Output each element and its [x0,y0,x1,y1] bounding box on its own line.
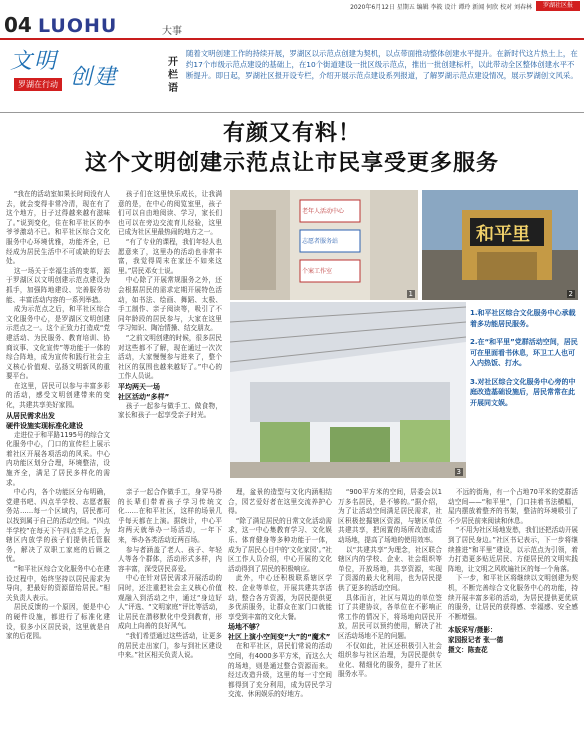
photo-service-center-signs [230,190,418,300]
sign-1: 老年人活动中心 [302,208,345,215]
paragraph: 亲子一起合作做手工，身穿马褂的长辈们带着孩子学习传统文化……在和平社区，这样的场景几乎每天都在上演。据统计，中心平均两天就举办一场活动，一年下来，举办各类活动近两百场。 [118,488,222,544]
article-column-3 [118,488,222,746]
intro-label: 开栏语 [168,57,178,94]
paragraph: “我在的活动室如果长时间没有人去，就会变得非常冷清，现在有了这个地方，日子过得越来越有滋味了。”说到变化，住在和平社区的李爷爷激动不已。和平社区综合文化服务中心环境优雅，功能齐全，已经成为居民生活中不可或缺的好去处。 [6,190,110,266]
section-subtitle: 大事 [162,26,182,37]
article-column-1 [6,190,110,746]
paragraph: 以“共建共享”为理念，社区联合辖区内的学校、企业、社会组织等单位，开放场地，共享资源，实现了资源的最大化利用，也为居民提供了更多的活动空间。 [338,545,442,592]
article-column-4 [228,488,332,746]
column-masthead [0,44,160,108]
photo-number: 2 [568,290,573,298]
paragraph: 中心在针对居民需求开展活动的同时，还注重把社会主义核心价值观融入到活动之中，通过“身边好人”评选、“文明家庭”评比等活动，让居民在潜移默化中受到教育，形成向上向善的良好风气。 [118,574,222,631]
paragraph: 走进位于和平路1195号的综合文化服务中心，门口的宣传栏上展示着社区开展各项活动的风采。中心内功能区划分合理，环境整洁，设施齐全，满足了居民多样化的需求。 [6,430,110,487]
paragraph: “有了专业的课程，我们年轻人也愿意来了，这里办的活动也非常丰富，我觉得周末在家还不如来这里。”居民邓女士说。 [118,237,222,275]
article-column-2 [118,190,222,482]
caption-2: 2.在“和平里”党群活动空间，居民可在里面看书休息，环卫工人也可入内热饭、打水。 [470,338,578,367]
headline-line-1: 有颜又有料！ [222,121,361,146]
sign-4: 和平里 [476,224,530,245]
masthead-badge: 罗湖在行动 [14,78,62,91]
paragraph: 理，盆景的造型与文化内涵相结合，园艺爱好者在这里交流养护心得。 [228,488,332,516]
article-column-5 [338,488,442,746]
sign-2: 志愿者服务站 [302,238,339,245]
sign-3: 个案工作室 [302,268,333,275]
paragraph: 在和平社区，居民们常说的活动空间，有4000多平方米，而这么大的场地，则是通过整合资源而来。经过改造升级，这里的每一寸空间都得到了充分利用，成为居民学习交流、休闲娱乐的好地方。 [228,642,332,699]
paragraph: “之前文明创建的时候，很多居民对这些都不了解，现在通过一次次活动，大家慢慢参与进来了，整个社区的氛围也越来越好了。”中心的工作人员说。 [118,333,222,381]
paragraph: “除了满足居民的日常文化活动需求，这一中心集教育学习、文化娱乐、体育健身等多种功能于一体，成为了居民心目中的‘文化家园’。”社区工作人员介绍，中心开展的文化活动得到了居民的积极响应。 [228,516,332,573]
subheading: 场地不够？ 社区上演小空间变“大”的“魔术” [228,623,331,642]
paragraph: 在这里，居民可以参与丰富多彩的活动，感受文明创建带来的变化，共建共享美好家园。 [6,381,110,410]
paragraph: 不仅如此，社区还积极引入社会组织参与社区治理，为居民提供专业化、精细化的服务，提升了社区服务水平。 [338,641,442,679]
paper-logo: 罗湖社区报 [536,1,580,11]
masthead-word-1: 文明 [10,49,59,74]
photo-3-illustration [230,302,466,478]
paragraph: “900平方米的空间，居委会以1万多名居民，是不够的。”据介绍，为了让活动空间满足居民需求，社区积极挖掘辖区资源，与辖区单位共建共享，把闲置的场所改造成活动场地，提高了场地的使用效率。 [338,488,442,544]
photo-captions [470,308,578,416]
headline-line-2: 这个文明创建示范点让市民享受更多服务 [84,151,499,176]
photo-number: 3 [456,468,461,476]
date-meta: 2020年6月12日 星期五 编辑 李筱 设计 谭玲 新闻 何欣 校对 刘春林 [350,4,532,11]
editor-credit: 本版采写/摄影： 家园报记者 张一德 摄文：陈查花 [448,626,504,654]
paragraph: “不用为社区场地发愁，我们还把活动开展到了居民身边。”社区书记表示，下一步将继续推进“和平里”建设，以示范点为引领，着力打造更多贴近居民、方便居民的文明实践阵地，让文明之风吹遍社区的每一个角落。 [448,526,578,573]
article-column-6 [448,488,578,746]
photo-courtyard [230,302,466,478]
paragraph: “我们希望通过这些活动，让更多的居民走出家门，参与到社区建设中来。”社区相关负责人说。 [118,631,222,660]
paragraph: 成为示范点之后，和平社区综合文化服务中心，是罗湖区文明创建示范点之一。这个正致力打造成“党建活动、为民服务、教育培训、协商议事、文化宣传”等功能于一体的综合阵地，成为宣传和践行社会主义核心价值观、弘扬文明新风的重要平台。 [6,305,110,381]
paragraph: 孩子们在这里快乐成长，让我满意的是，在中心的阅览室里，孩子们可以自由地阅读、学习，家长们也可以在旁边交流育儿经验，这里已成为社区里最热闹的地方之一。 [118,190,222,237]
caption-1: 1.和平社区综合文化服务中心承载着多功能居民服务。 [470,309,576,328]
top-meta-bar [0,0,584,14]
subheading: 平均两天一场 社区活动“多样” [118,382,170,401]
paragraph: 下一步，和平社区将继续以文明创建为契机，不断完善综合文化服务中心的功能，持续开展丰富多彩的活动，为居民提供更优质的服务，让居民的获得感、幸福感、安全感不断增强。 [448,574,578,621]
paragraph: 中心内，各个功能区分布明确，党建书吧、四点半学校、志愿者服务站……每一个区域内，居民都可以找到属于自己的活动空间。“四点半学校”在每天下午四点半之后，为辖区内放学的孩子们提供托管服务，解决了双职工家庭的后顾之忧。 [6,488,110,564]
masthead-word-2: 创建 [70,65,119,90]
section-name: LUOHU [38,15,118,37]
subheading: 从居民需求出发 硬件设施实现标准化建设 [6,411,83,430]
paragraph: 孩子一起参与做手工、做食物，家长和孩子一起享受亲子时光。 [118,401,222,420]
caption-3: 3.对社区综合文化服务中心旁的中庭改造基础设施后，居民常常在此开展同文娱。 [470,377,576,407]
header-divider [0,38,584,40]
page-number: 04 [4,13,32,37]
intro-text: 随着文明创建工作的持续开展，罗湖区以示范点创建为契机，以点带面推动整体创建水平提升。在新时代这片热土上，在约17个市级示范点建设的基础上，在10个街道建设一批区级示范点，推出一批创建标杆，以此带动全区整体创建水平不断提升。即日起，罗湖社区报开设专栏，介绍开展示范点建设系列报道，了解罗湖示范点建设情况，展示罗湖创文风采。 [186,49,578,80]
paragraph: 中心除了开展常规服务之外，还会根据居民的需求定期开展特色活动，如书法、绘画、舞蹈、太极、手工制作、亲子阅读等，吸引了不同年龄段的居民参与，大家在这里学习知识、陶冶情操、结交朋友。 [118,276,222,333]
paragraph: 居民反馈的一个原因，便是中心的硬件设施，都进行了标准化建设，很多小区居民说，这里就是自家的后花园。 [6,603,110,641]
photo-number: 1 [408,290,413,298]
paragraph: 具体而言，社区与周边的单位签订了共建协议，各单位在不影响正常工作的情况下，将场地向居民开放，居民可以预约使用，解决了社区活动场地不足的问题。 [338,593,442,640]
paragraph: 参与者涵盖了老人、孩子、年轻人等各个群体，活动形式多样，内容丰富，深受居民喜爱。 [118,545,222,573]
paragraph: 此外，中心还积极联系辖区学校、企业等单位，开展共建共享活动，整合各方资源，为居民提供更多优质服务，让群众在家门口就能享受到丰富的文化大餐。 [228,574,332,621]
paragraph: 不远的街角，有一个占地70平米的党群活动空间——“和平里”，门口挂着书法横幅，屋内摆放着整齐的书架，整洁的环境吸引了不少居民前来阅读和休息。 [448,488,578,525]
photo-heping-li-space [422,190,578,300]
paragraph: 这一场关于幸福生活的变革，源于罗湖区以文明创建示范点建设为抓手，加强阵地建设、完善服务功能、丰富活动内容的一系列举措。 [6,266,110,304]
paragraph: “和平社区综合文化服务中心在建设过程中，始终坚持以居民需求为导向，把最好的资源留给居民。”相关负责人表示。 [6,564,110,602]
intro-divider [0,112,584,113]
